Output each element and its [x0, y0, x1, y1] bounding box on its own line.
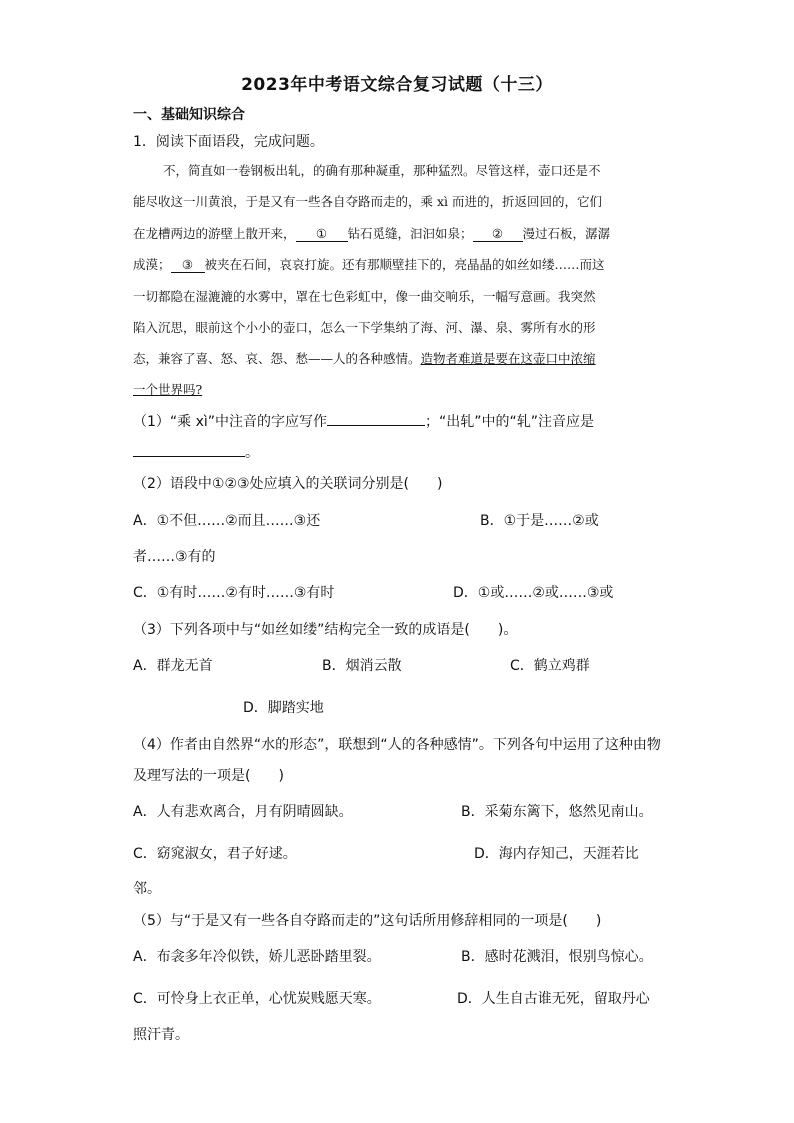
sub-question-3: （3）下列各项中与“如丝如缕”结构完全一致的成语是( )。 [133, 622, 518, 638]
blank-3[interactable]: ③ [171, 257, 205, 273]
passage-line [133, 255, 605, 273]
sub-question-5: （5）与“于是又有一些各自夺路而走的”这句话所用修辞相同的一项是( ) [133, 913, 602, 929]
passage-text: 成漠； [133, 257, 171, 272]
passage-text: 漫过石板，潺潺 [522, 226, 611, 241]
underlined-sentence: 一个世界吗? [133, 382, 203, 397]
option-d[interactable]: D．脚踏实地 [243, 700, 324, 716]
passage-text: 态，兼容了喜、怒、哀、怨、愁——人的各种感情。 [133, 351, 421, 366]
option-b[interactable]: B．烟消云散 [322, 658, 402, 674]
answer-blank[interactable] [133, 456, 245, 457]
option-c[interactable]: C．①有时……②有时……③有时 [133, 585, 335, 601]
option-a[interactable]: A．人有悲欢离合，月有阴晴圆缺。 [133, 804, 353, 820]
option-a[interactable]: A．群龙无首 [133, 658, 213, 674]
option-a[interactable]: A．①不但……②而且……③还 [133, 513, 321, 529]
blank-2[interactable]: ② [473, 226, 523, 242]
option-c[interactable]: C．鹤立鸡群 [510, 658, 590, 674]
option-b[interactable]: B．采菊东篱下，悠然见南山。 [461, 804, 653, 820]
option-d-cont: 照汗青。 [133, 1027, 189, 1043]
passage-text: 在龙槽两边的游壁上散开来， [133, 226, 296, 241]
option-c[interactable]: C．窈窕淑女，君子好逑。 [133, 846, 297, 862]
sub-question-4: （4）作者由自然界“水的形态”，联想到“人的各种感情”。下列各句中运用了这种由物 [133, 737, 661, 753]
sub-question-text: 。 [245, 445, 259, 461]
option-b[interactable]: B．感时花溅泪，恨别鸟惊心。 [461, 949, 653, 965]
option-d[interactable]: D．①或……②或……③或 [453, 585, 614, 601]
sub-question-text: （1）“乘 xì”中注音的字应写作 [133, 414, 328, 430]
option-d[interactable]: D．人生自古谁无死，留取丹心 [457, 991, 650, 1007]
sub-question-1-cont [133, 442, 259, 462]
underlined-sentence: 造物者难道是要在这壶口中浓缩 [420, 351, 596, 366]
passage-line [133, 349, 596, 367]
passage-text: 钻石觅缝，汩汩如泉； [347, 226, 473, 241]
sub-question-4-cont: 及理写法的一项是( ) [133, 768, 284, 784]
option-b[interactable]: B．①于是……②或 [480, 513, 599, 529]
passage-line: 能尽收这一川黄浪，于是又有一些各自夺路而走的，乘 xì 而进的，折返回回的，它们 [133, 194, 602, 209]
passage-line: 一切都隐在湿漉漉的水雾中，罩在七色彩虹中，像一曲交响乐，一幅写意画。我突然 [133, 289, 596, 304]
option-d[interactable]: D．海内存知己，天涯若比 [474, 846, 639, 862]
passage-line: 不，简直如一卷钢板出轧，的确有那种凝重，那种猛烈。尽管这样，壶口还是不 [163, 163, 601, 178]
section-heading: 一、基础知识综合 [133, 107, 245, 123]
sub-question-1 [133, 411, 594, 431]
page-title: 2023年中考语文综合复习试题（十三） [241, 75, 553, 95]
option-d-cont: 邻。 [133, 881, 161, 897]
question-1-stem: 1．阅读下面语段，完成问题。 [133, 134, 324, 150]
option-c[interactable]: C．可怜身上衣正单，心忧炭贱愿天寒。 [133, 991, 381, 1007]
sub-question-text: ；“出轧”中的“轧”注音应是 [425, 414, 595, 430]
blank-1[interactable]: ① [296, 226, 348, 242]
option-b-cont: 者……③有的 [133, 549, 216, 565]
passage-text: 被夹在石间，哀哀打旋。还有那顺壁挂下的，亮晶晶的如丝如缕……而这 [204, 257, 605, 272]
sub-question-2: （2）语段中①②③处应填入的关联词分别是( ) [133, 476, 443, 492]
answer-blank[interactable] [327, 425, 425, 426]
option-a[interactable]: A．布衾多年冷似铁，娇儿恶卧踏里裂。 [133, 949, 381, 965]
passage-line: 陷入沉思，眼前这个小小的壶口，怎么一下学集纳了海、河、瀑、泉、雾所有水的形 [133, 320, 596, 335]
passage-line [133, 224, 610, 242]
